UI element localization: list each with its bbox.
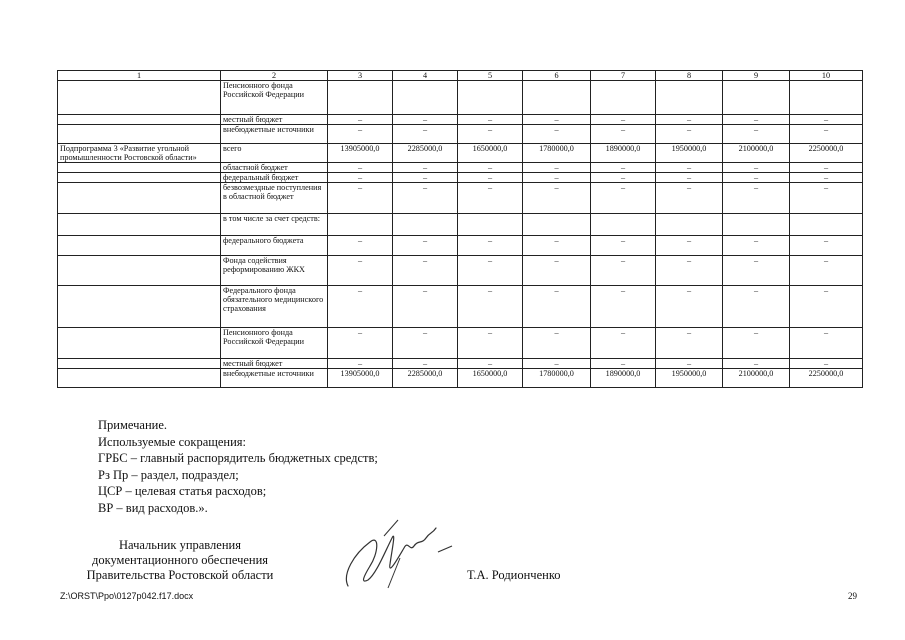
amount-cell: [656, 81, 723, 115]
amount-cell: –: [328, 125, 393, 144]
funding-source-cell: областной бюджет: [221, 163, 328, 173]
amount-cell: –: [458, 286, 523, 328]
amount-cell: 1950000,0: [656, 144, 723, 163]
amount-cell: –: [790, 173, 863, 183]
amount-cell: –: [328, 286, 393, 328]
amount-cell: –: [458, 359, 523, 369]
table-body: [58, 71, 863, 388]
abbreviation-item: ГРБС – главный распорядитель бюджетных средств;: [98, 451, 378, 465]
amount-cell: –: [656, 359, 723, 369]
amount-cell: –: [656, 236, 723, 256]
column-number: 5: [458, 71, 523, 81]
program-name-cell: [58, 359, 221, 369]
amount-cell: [523, 81, 591, 115]
amount-cell: –: [328, 173, 393, 183]
table-row: [58, 236, 863, 256]
amount-cell: [723, 214, 790, 236]
table-row: [58, 328, 863, 359]
amount-cell: –: [393, 125, 458, 144]
amount-cell: –: [723, 183, 790, 214]
funding-source-cell: местный бюджет: [221, 359, 328, 369]
amount-cell: –: [723, 359, 790, 369]
amount-cell: 2250000,0: [790, 369, 863, 388]
abbreviation-item: Рз Пр – раздел, подраздел;: [98, 467, 239, 482]
program-name-cell: [58, 115, 221, 125]
amount-cell: –: [523, 359, 591, 369]
amount-cell: [458, 81, 523, 115]
table-row: [58, 125, 863, 144]
table-row: [58, 115, 863, 125]
file-path: Z:\ORST\Ppo\0127p042.f17.docx: [60, 591, 194, 601]
amount-cell: –: [723, 256, 790, 286]
amount-cell: –: [393, 328, 458, 359]
amount-cell: 2100000,0: [723, 369, 790, 388]
amount-cell: –: [591, 256, 656, 286]
column-number: 2: [221, 71, 328, 81]
amount-cell: –: [656, 163, 723, 173]
amount-cell: 13905000,0: [328, 144, 393, 163]
amount-cell: [328, 214, 393, 236]
position-line: Начальник управления: [119, 538, 241, 552]
amount-cell: –: [723, 163, 790, 173]
amount-cell: –: [328, 256, 393, 286]
amount-cell: 1890000,0: [591, 369, 656, 388]
page-number: 29: [848, 591, 857, 601]
amount-cell: –: [591, 163, 656, 173]
amount-cell: –: [723, 125, 790, 144]
column-number: 7: [591, 71, 656, 81]
amount-cell: –: [723, 173, 790, 183]
column-number: 8: [656, 71, 723, 81]
funding-source-cell: Фонда содействия реформированию ЖКХ: [221, 256, 328, 286]
amount-cell: –: [591, 359, 656, 369]
abbreviation-item: ВР – вид расходов.».: [98, 500, 208, 515]
notes-block: [98, 417, 378, 516]
amount-cell: –: [523, 163, 591, 173]
funding-source-cell: местный бюджет: [221, 115, 328, 125]
amount-cell: [393, 81, 458, 115]
table-row: [58, 163, 863, 173]
amount-cell: –: [790, 328, 863, 359]
amount-cell: –: [458, 236, 523, 256]
handwritten-signature: [340, 514, 460, 594]
abbreviations-title: Используемые сокращения:: [98, 434, 247, 449]
amount-cell: –: [591, 328, 656, 359]
amount-cell: –: [458, 173, 523, 183]
funding-source-cell: федеральный бюджет: [221, 173, 328, 183]
program-name-cell: Подпрограмма 3 «Развитие угольной промышленности Ростовской области»: [58, 144, 221, 163]
amount-cell: –: [591, 125, 656, 144]
amount-cell: 13905000,0: [328, 369, 393, 388]
amount-cell: –: [393, 163, 458, 173]
amount-cell: –: [393, 236, 458, 256]
program-name-cell: [58, 214, 221, 236]
table-row: [58, 256, 863, 286]
amount-cell: –: [393, 286, 458, 328]
program-name-cell: [58, 81, 221, 115]
amount-cell: –: [458, 256, 523, 286]
amount-cell: –: [393, 359, 458, 369]
amount-cell: 1890000,0: [591, 144, 656, 163]
program-name-cell: [58, 125, 221, 144]
amount-cell: –: [458, 125, 523, 144]
table-row: [58, 286, 863, 328]
column-number-row: [58, 71, 863, 81]
amount-cell: 2285000,0: [393, 369, 458, 388]
funding-source-cell: в том числе за счет средств:: [221, 214, 328, 236]
program-name-cell: [58, 236, 221, 256]
amount-cell: [523, 214, 591, 236]
amount-cell: –: [393, 173, 458, 183]
amount-cell: –: [393, 115, 458, 125]
amount-cell: –: [656, 125, 723, 144]
table-row: [58, 144, 863, 163]
amount-cell: –: [723, 236, 790, 256]
amount-cell: –: [458, 115, 523, 125]
table-row: [58, 81, 863, 115]
amount-cell: –: [523, 173, 591, 183]
amount-cell: 1950000,0: [656, 369, 723, 388]
amount-cell: –: [328, 328, 393, 359]
amount-cell: –: [328, 183, 393, 214]
amount-cell: –: [656, 256, 723, 286]
program-name-cell: [58, 183, 221, 214]
program-name-cell: [58, 173, 221, 183]
position-line: Правительства Ростовской области: [86, 568, 274, 582]
notes-title: Примечание.: [98, 418, 168, 432]
amount-cell: [393, 214, 458, 236]
position-line: документационного обеспечения: [91, 553, 269, 567]
amount-cell: –: [458, 328, 523, 359]
program-name-cell: [58, 369, 221, 388]
amount-cell: [790, 81, 863, 115]
amount-cell: –: [591, 286, 656, 328]
abbreviation-item: ЦСР – целевая статья расходов;: [98, 484, 267, 498]
amount-cell: –: [790, 183, 863, 214]
program-name-cell: [58, 163, 221, 173]
column-number: 9: [723, 71, 790, 81]
funding-source-cell: безвозмездные поступления в областной бюджет: [221, 183, 328, 214]
amount-cell: –: [523, 236, 591, 256]
program-name-cell: [58, 286, 221, 328]
amount-cell: –: [591, 183, 656, 214]
amount-cell: –: [393, 183, 458, 214]
amount-cell: –: [723, 328, 790, 359]
amount-cell: 1650000,0: [458, 369, 523, 388]
table-row: [58, 183, 863, 214]
column-number: 6: [523, 71, 591, 81]
budget-table: [57, 70, 863, 388]
funding-source-cell: Пенсионного фонда Российской Федерации: [221, 328, 328, 359]
funding-source-cell: внебюджетные источники: [221, 369, 328, 388]
column-number: 10: [790, 71, 863, 81]
amount-cell: 1650000,0: [458, 144, 523, 163]
amount-cell: –: [523, 183, 591, 214]
amount-cell: –: [790, 115, 863, 125]
amount-cell: –: [328, 236, 393, 256]
amount-cell: –: [328, 359, 393, 369]
amount-cell: –: [523, 115, 591, 125]
amount-cell: –: [656, 286, 723, 328]
amount-cell: –: [790, 163, 863, 173]
amount-cell: [591, 214, 656, 236]
table-row: [58, 369, 863, 388]
amount-cell: [458, 214, 523, 236]
table-row: [58, 214, 863, 236]
amount-cell: –: [591, 236, 656, 256]
amount-cell: –: [523, 256, 591, 286]
table-row: [58, 359, 863, 369]
program-name-cell: [58, 256, 221, 286]
column-number: 4: [393, 71, 458, 81]
amount-cell: [656, 214, 723, 236]
column-number: 3: [328, 71, 393, 81]
amount-cell: 1780000,0: [523, 369, 591, 388]
amount-cell: –: [328, 163, 393, 173]
amount-cell: –: [790, 359, 863, 369]
amount-cell: –: [656, 173, 723, 183]
funding-source-cell: Федерального фонда обязательного медицинского страхования: [221, 286, 328, 328]
amount-cell: –: [790, 256, 863, 286]
amount-cell: –: [523, 286, 591, 328]
amount-cell: –: [591, 173, 656, 183]
amount-cell: [723, 81, 790, 115]
amount-cell: –: [790, 286, 863, 328]
column-number: 1: [58, 71, 221, 81]
amount-cell: –: [328, 115, 393, 125]
funding-source-cell: внебюджетные источники: [221, 125, 328, 144]
amount-cell: [591, 81, 656, 115]
amount-cell: –: [458, 163, 523, 173]
amount-cell: –: [591, 115, 656, 125]
amount-cell: [328, 81, 393, 115]
amount-cell: –: [656, 183, 723, 214]
funding-source-cell: Пенсионного фонда Российской Федерации: [221, 81, 328, 115]
amount-cell: 2250000,0: [790, 144, 863, 163]
amount-cell: –: [656, 328, 723, 359]
amount-cell: –: [723, 115, 790, 125]
amount-cell: –: [723, 286, 790, 328]
signatory-name: Т.А. Родионченко: [467, 568, 561, 582]
amount-cell: 2100000,0: [723, 144, 790, 163]
amount-cell: –: [523, 125, 591, 144]
amount-cell: –: [393, 256, 458, 286]
amount-cell: 2285000,0: [393, 144, 458, 163]
funding-source-cell: федерального бюджета: [221, 236, 328, 256]
amount-cell: –: [790, 236, 863, 256]
amount-cell: –: [656, 115, 723, 125]
table-row: [58, 173, 863, 183]
amount-cell: [790, 214, 863, 236]
signatory-position: [60, 538, 300, 583]
amount-cell: –: [458, 183, 523, 214]
amount-cell: –: [790, 125, 863, 144]
funding-source-cell: всего: [221, 144, 328, 163]
amount-cell: –: [523, 328, 591, 359]
program-name-cell: [58, 328, 221, 359]
amount-cell: 1780000,0: [523, 144, 591, 163]
